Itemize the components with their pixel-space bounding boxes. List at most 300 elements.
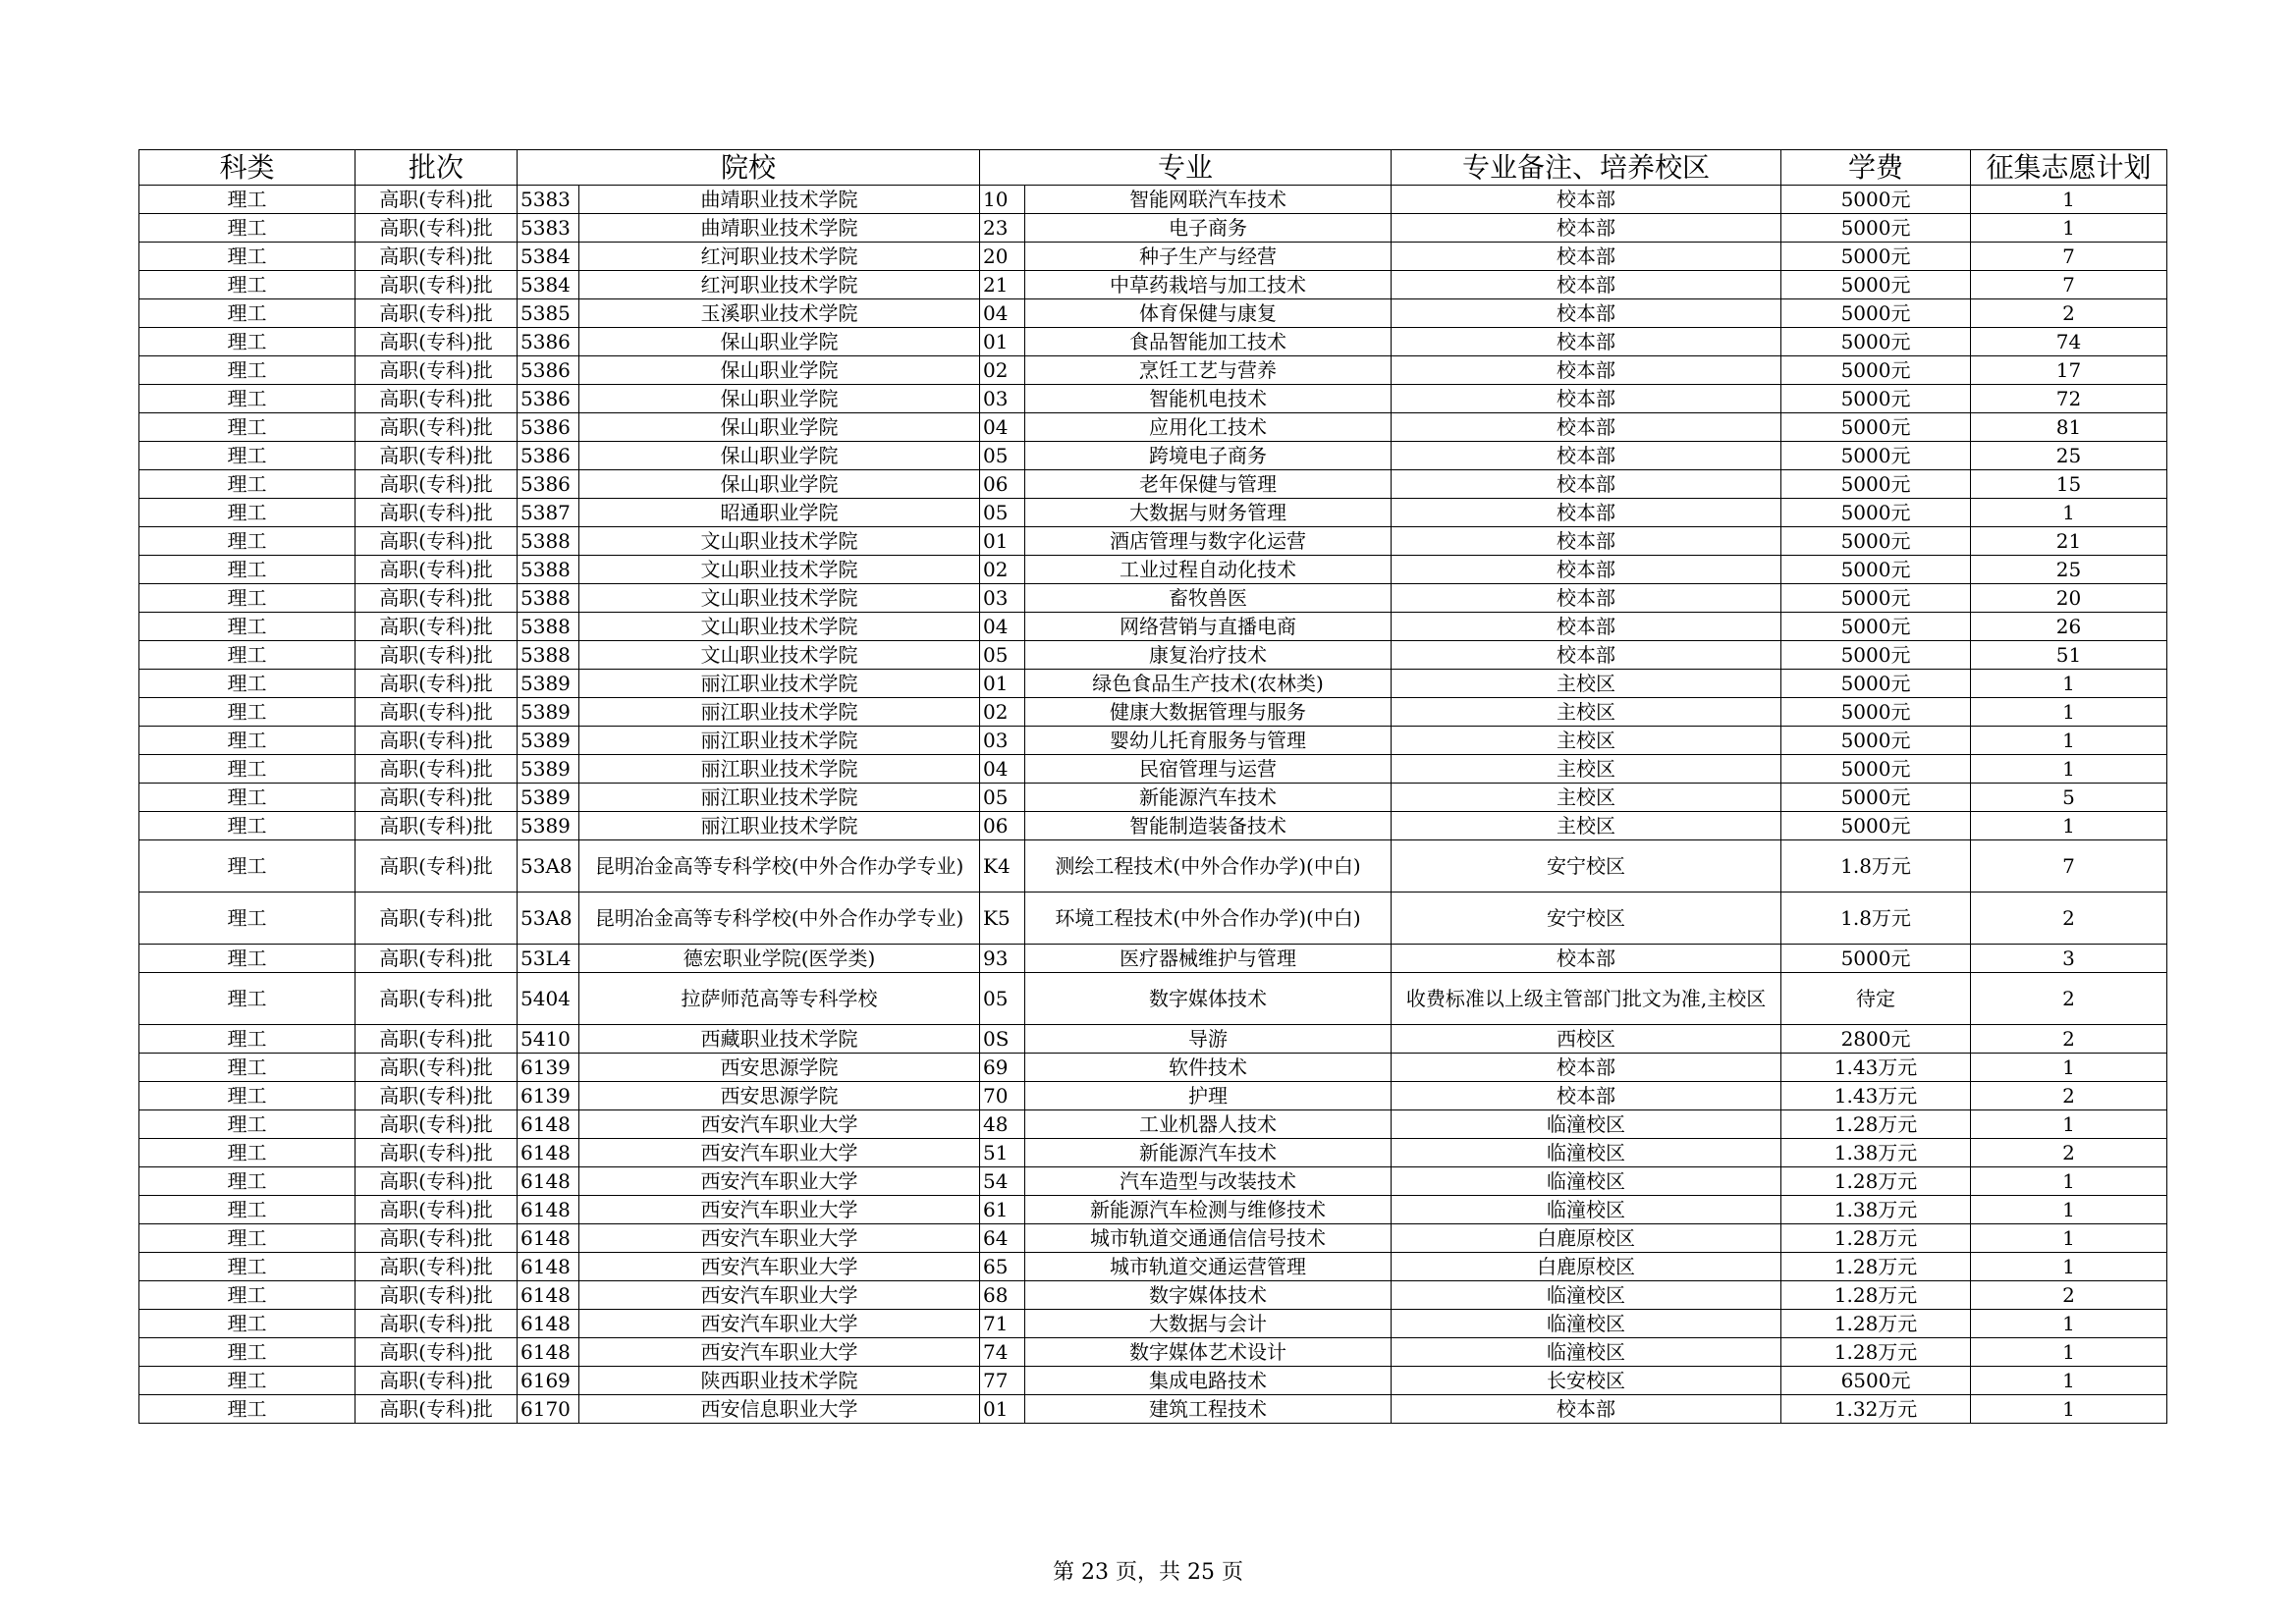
school-code-cell: 5388: [518, 556, 579, 584]
table-row: [139, 893, 2167, 945]
batch-cell: 高职(专科)批: [355, 1281, 518, 1310]
major-code-cell: 02: [980, 356, 1025, 385]
school-code-cell: 6169: [518, 1367, 579, 1395]
table-row: [139, 1253, 2167, 1281]
major-name-cell: 导游: [1025, 1025, 1392, 1054]
header-major: 专业: [980, 150, 1392, 186]
tuition-cell: 5000元: [1781, 698, 1971, 727]
table-row: [139, 214, 2167, 243]
table-row: [139, 584, 2167, 613]
tuition-cell: 1.28万元: [1781, 1110, 1971, 1139]
major-code-cell: 04: [980, 299, 1025, 328]
table-row: [139, 243, 2167, 271]
notes-campus-cell: 临潼校区: [1392, 1338, 1781, 1367]
plan-count-cell: 17: [1971, 356, 2167, 385]
major-name-cell: 酒店管理与数字化运营: [1025, 527, 1392, 556]
notes-campus-cell: 长安校区: [1392, 1367, 1781, 1395]
school-name-cell: 西安信息职业大学: [579, 1395, 980, 1424]
major-name-cell: 软件技术: [1025, 1054, 1392, 1082]
tuition-cell: 1.43万元: [1781, 1054, 1971, 1082]
table-row: [139, 527, 2167, 556]
table-row: [139, 299, 2167, 328]
major-code-cell: 01: [980, 328, 1025, 356]
school-code-cell: 53L4: [518, 945, 579, 973]
school-name-cell: 保山职业学院: [579, 385, 980, 413]
major-code-cell: 05: [980, 499, 1025, 527]
plan-count-cell: 7: [1971, 243, 2167, 271]
major-name-cell: 应用化工技术: [1025, 413, 1392, 442]
plan-count-cell: 1: [1971, 812, 2167, 840]
school-name-cell: 保山职业学院: [579, 470, 980, 499]
school-name-cell: 红河职业技术学院: [579, 271, 980, 299]
notes-campus-cell: 西校区: [1392, 1025, 1781, 1054]
tuition-cell: 1.28万元: [1781, 1167, 1971, 1196]
batch-cell: 高职(专科)批: [355, 214, 518, 243]
table-row: [139, 973, 2167, 1025]
notes-campus-cell: 校本部: [1392, 527, 1781, 556]
tuition-cell: 1.43万元: [1781, 1082, 1971, 1110]
notes-campus-cell: 主校区: [1392, 670, 1781, 698]
school-code-cell: 6148: [518, 1338, 579, 1367]
batch-cell: 高职(专科)批: [355, 840, 518, 893]
notes-campus-cell: 临潼校区: [1392, 1167, 1781, 1196]
table-row: [139, 1082, 2167, 1110]
plan-count-cell: 2: [1971, 1082, 2167, 1110]
major-name-cell: 数字媒体技术: [1025, 1281, 1392, 1310]
major-code-cell: 04: [980, 613, 1025, 641]
notes-campus-cell: 校本部: [1392, 584, 1781, 613]
notes-campus-cell: 校本部: [1392, 1054, 1781, 1082]
school-code-cell: 5389: [518, 698, 579, 727]
notes-campus-cell: 白鹿原校区: [1392, 1253, 1781, 1281]
school-code-cell: 5387: [518, 499, 579, 527]
school-code-cell: 6148: [518, 1281, 579, 1310]
batch-cell: 高职(专科)批: [355, 356, 518, 385]
school-name-cell: 西安汽车职业大学: [579, 1110, 980, 1139]
school-code-cell: 5410: [518, 1025, 579, 1054]
notes-campus-cell: 校本部: [1392, 243, 1781, 271]
major-name-cell: 大数据与财务管理: [1025, 499, 1392, 527]
major-name-cell: 种子生产与经营: [1025, 243, 1392, 271]
major-name-cell: 中草药栽培与加工技术: [1025, 271, 1392, 299]
major-name-cell: 医疗器械维护与管理: [1025, 945, 1392, 973]
school-code-cell: 5386: [518, 385, 579, 413]
notes-campus-cell: 临潼校区: [1392, 1110, 1781, 1139]
page-number: 第 23 页，共 25 页: [1053, 1560, 1243, 1585]
category-cell: 理工: [139, 527, 355, 556]
tuition-cell: 5000元: [1781, 186, 1971, 214]
batch-cell: 高职(专科)批: [355, 1110, 518, 1139]
school-name-cell: 丽江职业技术学院: [579, 727, 980, 755]
plan-count-cell: 26: [1971, 613, 2167, 641]
major-name-cell: 老年保健与管理: [1025, 470, 1392, 499]
category-cell: 理工: [139, 1139, 355, 1167]
header-plan: 征集志愿计划: [1971, 150, 2167, 186]
major-code-cell: 06: [980, 812, 1025, 840]
school-code-cell: 6148: [518, 1310, 579, 1338]
school-name-cell: 西安汽车职业大学: [579, 1196, 980, 1224]
school-name-cell: 拉萨师范高等专科学校: [579, 973, 980, 1025]
major-name-cell: 健康大数据管理与服务: [1025, 698, 1392, 727]
plan-count-cell: 2: [1971, 1281, 2167, 1310]
plan-count-cell: 25: [1971, 442, 2167, 470]
school-name-cell: 陕西职业技术学院: [579, 1367, 980, 1395]
batch-cell: 高职(专科)批: [355, 527, 518, 556]
table-row: [139, 1338, 2167, 1367]
tuition-cell: 5000元: [1781, 271, 1971, 299]
school-code-cell: 5389: [518, 755, 579, 784]
school-name-cell: 文山职业技术学院: [579, 613, 980, 641]
school-code-cell: 6139: [518, 1054, 579, 1082]
school-name-cell: 保山职业学院: [579, 356, 980, 385]
category-cell: 理工: [139, 243, 355, 271]
category-cell: 理工: [139, 1110, 355, 1139]
batch-cell: 高职(专科)批: [355, 1395, 518, 1424]
batch-cell: 高职(专科)批: [355, 755, 518, 784]
header-tuition: 学费: [1781, 150, 1971, 186]
tuition-cell: 1.28万元: [1781, 1224, 1971, 1253]
major-code-cell: 03: [980, 385, 1025, 413]
table-row: [139, 1367, 2167, 1395]
tuition-cell: 1.32万元: [1781, 1395, 1971, 1424]
school-name-cell: 西安汽车职业大学: [579, 1338, 980, 1367]
school-code-cell: 6148: [518, 1167, 579, 1196]
major-code-cell: 77: [980, 1367, 1025, 1395]
table-row: [139, 1224, 2167, 1253]
major-code-cell: 02: [980, 698, 1025, 727]
tuition-cell: 5000元: [1781, 356, 1971, 385]
tuition-cell: 5000元: [1781, 613, 1971, 641]
major-code-cell: 10: [980, 186, 1025, 214]
tuition-cell: 5000元: [1781, 299, 1971, 328]
plan-count-cell: 1: [1971, 1310, 2167, 1338]
school-name-cell: 丽江职业技术学院: [579, 698, 980, 727]
plan-count-cell: 72: [1971, 385, 2167, 413]
plan-count-cell: 1: [1971, 670, 2167, 698]
plan-count-cell: 15: [1971, 470, 2167, 499]
school-name-cell: 玉溪职业技术学院: [579, 299, 980, 328]
category-cell: 理工: [139, 840, 355, 893]
school-name-cell: 红河职业技术学院: [579, 243, 980, 271]
plan-count-cell: 1: [1971, 499, 2167, 527]
batch-cell: 高职(专科)批: [355, 670, 518, 698]
plan-count-cell: 5: [1971, 784, 2167, 812]
category-cell: 理工: [139, 1167, 355, 1196]
major-code-cell: 03: [980, 727, 1025, 755]
school-code-cell: 5384: [518, 271, 579, 299]
major-name-cell: 体育保健与康复: [1025, 299, 1392, 328]
school-name-cell: 德宏职业学院(医学类): [579, 945, 980, 973]
school-code-cell: 5388: [518, 613, 579, 641]
major-code-cell: 05: [980, 973, 1025, 1025]
category-cell: 理工: [139, 214, 355, 243]
tuition-cell: 5000元: [1781, 328, 1971, 356]
table-row: [139, 1025, 2167, 1054]
notes-campus-cell: 校本部: [1392, 1082, 1781, 1110]
plan-count-cell: 2: [1971, 973, 2167, 1025]
category-cell: 理工: [139, 271, 355, 299]
major-name-cell: 城市轨道交通运营管理: [1025, 1253, 1392, 1281]
major-name-cell: 电子商务: [1025, 214, 1392, 243]
table-row: [139, 1167, 2167, 1196]
school-code-cell: 5389: [518, 784, 579, 812]
table-body: [139, 186, 2167, 1424]
tuition-cell: 1.28万元: [1781, 1310, 1971, 1338]
batch-cell: 高职(专科)批: [355, 1082, 518, 1110]
tuition-cell: 5000元: [1781, 641, 1971, 670]
table-row: [139, 641, 2167, 670]
category-cell: 理工: [139, 385, 355, 413]
major-name-cell: 数字媒体艺术设计: [1025, 1338, 1392, 1367]
major-name-cell: 跨境电子商务: [1025, 442, 1392, 470]
table-row: [139, 356, 2167, 385]
plan-count-cell: 81: [1971, 413, 2167, 442]
table-row: [139, 271, 2167, 299]
tuition-cell: 2800元: [1781, 1025, 1971, 1054]
batch-cell: 高职(专科)批: [355, 1253, 518, 1281]
tuition-cell: 5000元: [1781, 413, 1971, 442]
school-code-cell: 5388: [518, 527, 579, 556]
plan-count-cell: 7: [1971, 840, 2167, 893]
tuition-cell: 5000元: [1781, 556, 1971, 584]
school-code-cell: 5385: [518, 299, 579, 328]
tuition-cell: 6500元: [1781, 1367, 1971, 1395]
major-name-cell: 建筑工程技术: [1025, 1395, 1392, 1424]
school-name-cell: 保山职业学院: [579, 442, 980, 470]
plan-count-cell: 1: [1971, 1110, 2167, 1139]
major-code-cell: 68: [980, 1281, 1025, 1310]
notes-campus-cell: 安宁校区: [1392, 893, 1781, 945]
school-code-cell: 5386: [518, 328, 579, 356]
major-code-cell: 04: [980, 755, 1025, 784]
tuition-cell: 5000元: [1781, 442, 1971, 470]
major-code-cell: 21: [980, 271, 1025, 299]
plan-count-cell: 74: [1971, 328, 2167, 356]
major-name-cell: 环境工程技术(中外合作办学)(中白): [1025, 893, 1392, 945]
table-row: [139, 328, 2167, 356]
notes-campus-cell: 校本部: [1392, 556, 1781, 584]
plan-count-cell: 1: [1971, 1395, 2167, 1424]
school-code-cell: 6148: [518, 1139, 579, 1167]
major-code-cell: 05: [980, 442, 1025, 470]
category-cell: 理工: [139, 556, 355, 584]
major-code-cell: 05: [980, 784, 1025, 812]
major-code-cell: 69: [980, 1054, 1025, 1082]
school-code-cell: 5388: [518, 641, 579, 670]
tuition-cell: 1.28万元: [1781, 1338, 1971, 1367]
batch-cell: 高职(专科)批: [355, 698, 518, 727]
batch-cell: 高职(专科)批: [355, 186, 518, 214]
category-cell: 理工: [139, 1310, 355, 1338]
batch-cell: 高职(专科)批: [355, 271, 518, 299]
school-code-cell: 5389: [518, 812, 579, 840]
school-code-cell: 5386: [518, 442, 579, 470]
batch-cell: 高职(专科)批: [355, 1054, 518, 1082]
plan-count-cell: 1: [1971, 1338, 2167, 1367]
batch-cell: 高职(专科)批: [355, 784, 518, 812]
major-code-cell: 0S: [980, 1025, 1025, 1054]
category-cell: 理工: [139, 499, 355, 527]
admission-plan-table: [138, 149, 2167, 1424]
plan-count-cell: 2: [1971, 1025, 2167, 1054]
batch-cell: 高职(专科)批: [355, 584, 518, 613]
major-name-cell: 康复治疗技术: [1025, 641, 1392, 670]
school-name-cell: 西安汽车职业大学: [579, 1253, 980, 1281]
plan-count-cell: 1: [1971, 698, 2167, 727]
school-name-cell: 丽江职业技术学院: [579, 755, 980, 784]
batch-cell: 高职(专科)批: [355, 470, 518, 499]
school-name-cell: 西安汽车职业大学: [579, 1310, 980, 1338]
plan-count-cell: 7: [1971, 271, 2167, 299]
major-code-cell: 05: [980, 641, 1025, 670]
school-code-cell: 6148: [518, 1224, 579, 1253]
school-code-cell: 5389: [518, 727, 579, 755]
table-row: [139, 1110, 2167, 1139]
major-code-cell: 04: [980, 413, 1025, 442]
major-name-cell: 智能机电技术: [1025, 385, 1392, 413]
major-code-cell: 54: [980, 1167, 1025, 1196]
category-cell: 理工: [139, 812, 355, 840]
plan-count-cell: 3: [1971, 945, 2167, 973]
table-row: [139, 1310, 2167, 1338]
school-code-cell: 5386: [518, 356, 579, 385]
header-notes-campus: 专业备注、培养校区: [1392, 150, 1781, 186]
batch-cell: 高职(专科)批: [355, 385, 518, 413]
school-code-cell: 5404: [518, 973, 579, 1025]
batch-cell: 高职(专科)批: [355, 973, 518, 1025]
category-cell: 理工: [139, 755, 355, 784]
plan-count-cell: 1: [1971, 727, 2167, 755]
category-cell: 理工: [139, 1082, 355, 1110]
category-cell: 理工: [139, 470, 355, 499]
table-row: [139, 413, 2167, 442]
major-code-cell: 01: [980, 527, 1025, 556]
school-name-cell: 保山职业学院: [579, 413, 980, 442]
batch-cell: 高职(专科)批: [355, 893, 518, 945]
tuition-cell: 5000元: [1781, 945, 1971, 973]
plan-count-cell: 1: [1971, 1253, 2167, 1281]
category-cell: 理工: [139, 1025, 355, 1054]
header-batch: 批次: [355, 150, 518, 186]
table-row: [139, 1139, 2167, 1167]
notes-campus-cell: 校本部: [1392, 299, 1781, 328]
major-name-cell: 新能源汽车检测与维修技术: [1025, 1196, 1392, 1224]
tuition-cell: 1.28万元: [1781, 1281, 1971, 1310]
major-name-cell: 畜牧兽医: [1025, 584, 1392, 613]
category-cell: 理工: [139, 1395, 355, 1424]
plan-count-cell: 21: [1971, 527, 2167, 556]
major-name-cell: 网络营销与直播电商: [1025, 613, 1392, 641]
table-row: [139, 812, 2167, 840]
header-school: 院校: [518, 150, 980, 186]
major-code-cell: 03: [980, 584, 1025, 613]
plan-count-cell: 1: [1971, 1367, 2167, 1395]
major-code-cell: 48: [980, 1110, 1025, 1139]
notes-campus-cell: 主校区: [1392, 812, 1781, 840]
batch-cell: 高职(专科)批: [355, 328, 518, 356]
notes-campus-cell: 校本部: [1392, 271, 1781, 299]
notes-campus-cell: 主校区: [1392, 755, 1781, 784]
major-name-cell: 工业机器人技术: [1025, 1110, 1392, 1139]
category-cell: 理工: [139, 328, 355, 356]
major-code-cell: 06: [980, 470, 1025, 499]
major-code-cell: 93: [980, 945, 1025, 973]
tuition-cell: 5000元: [1781, 527, 1971, 556]
major-code-cell: 23: [980, 214, 1025, 243]
notes-campus-cell: 校本部: [1392, 613, 1781, 641]
school-code-cell: 6139: [518, 1082, 579, 1110]
school-code-cell: 6148: [518, 1196, 579, 1224]
batch-cell: 高职(专科)批: [355, 556, 518, 584]
school-code-cell: 6170: [518, 1395, 579, 1424]
tuition-cell: 1.38万元: [1781, 1139, 1971, 1167]
category-cell: 理工: [139, 584, 355, 613]
major-name-cell: 测绘工程技术(中外合作办学)(中白): [1025, 840, 1392, 893]
tuition-cell: 5000元: [1781, 470, 1971, 499]
batch-cell: 高职(专科)批: [355, 945, 518, 973]
tuition-cell: 1.8万元: [1781, 840, 1971, 893]
school-code-cell: 5386: [518, 470, 579, 499]
tuition-cell: 1.28万元: [1781, 1253, 1971, 1281]
category-cell: 理工: [139, 356, 355, 385]
tuition-cell: 1.38万元: [1781, 1196, 1971, 1224]
batch-cell: 高职(专科)批: [355, 413, 518, 442]
tuition-cell: 5000元: [1781, 784, 1971, 812]
notes-campus-cell: 临潼校区: [1392, 1139, 1781, 1167]
major-code-cell: 01: [980, 670, 1025, 698]
batch-cell: 高职(专科)批: [355, 1310, 518, 1338]
major-code-cell: 02: [980, 556, 1025, 584]
school-code-cell: 6148: [518, 1253, 579, 1281]
notes-campus-cell: 安宁校区: [1392, 840, 1781, 893]
notes-campus-cell: 校本部: [1392, 641, 1781, 670]
notes-campus-cell: 临潼校区: [1392, 1281, 1781, 1310]
tuition-cell: 5000元: [1781, 499, 1971, 527]
batch-cell: 高职(专科)批: [355, 1367, 518, 1395]
notes-campus-cell: 校本部: [1392, 385, 1781, 413]
table-row: [139, 1281, 2167, 1310]
major-name-cell: 新能源汽车技术: [1025, 784, 1392, 812]
school-name-cell: 丽江职业技术学院: [579, 812, 980, 840]
major-name-cell: 护理: [1025, 1082, 1392, 1110]
batch-cell: 高职(专科)批: [355, 299, 518, 328]
notes-campus-cell: 校本部: [1392, 499, 1781, 527]
category-cell: 理工: [139, 1281, 355, 1310]
batch-cell: 高职(专科)批: [355, 1224, 518, 1253]
school-name-cell: 西安思源学院: [579, 1054, 980, 1082]
notes-campus-cell: 临潼校区: [1392, 1196, 1781, 1224]
major-name-cell: 智能网联汽车技术: [1025, 186, 1392, 214]
header-category: 科类: [139, 150, 355, 186]
category-cell: 理工: [139, 1253, 355, 1281]
school-name-cell: 保山职业学院: [579, 328, 980, 356]
notes-campus-cell: 主校区: [1392, 698, 1781, 727]
school-name-cell: 昆明冶金高等专科学校(中外合作办学专业): [579, 893, 980, 945]
category-cell: 理工: [139, 1367, 355, 1395]
plan-count-cell: 1: [1971, 755, 2167, 784]
plan-count-cell: 2: [1971, 893, 2167, 945]
notes-campus-cell: 收费标准以上级主管部门批文为准,主校区: [1392, 973, 1781, 1025]
school-code-cell: 5383: [518, 214, 579, 243]
school-name-cell: 曲靖职业技术学院: [579, 214, 980, 243]
school-name-cell: 昭通职业学院: [579, 499, 980, 527]
tuition-cell: 5000元: [1781, 385, 1971, 413]
school-name-cell: 西安思源学院: [579, 1082, 980, 1110]
major-code-cell: 71: [980, 1310, 1025, 1338]
major-name-cell: 绿色食品生产技术(农林类): [1025, 670, 1392, 698]
table-row: [139, 784, 2167, 812]
plan-count-cell: 2: [1971, 1139, 2167, 1167]
